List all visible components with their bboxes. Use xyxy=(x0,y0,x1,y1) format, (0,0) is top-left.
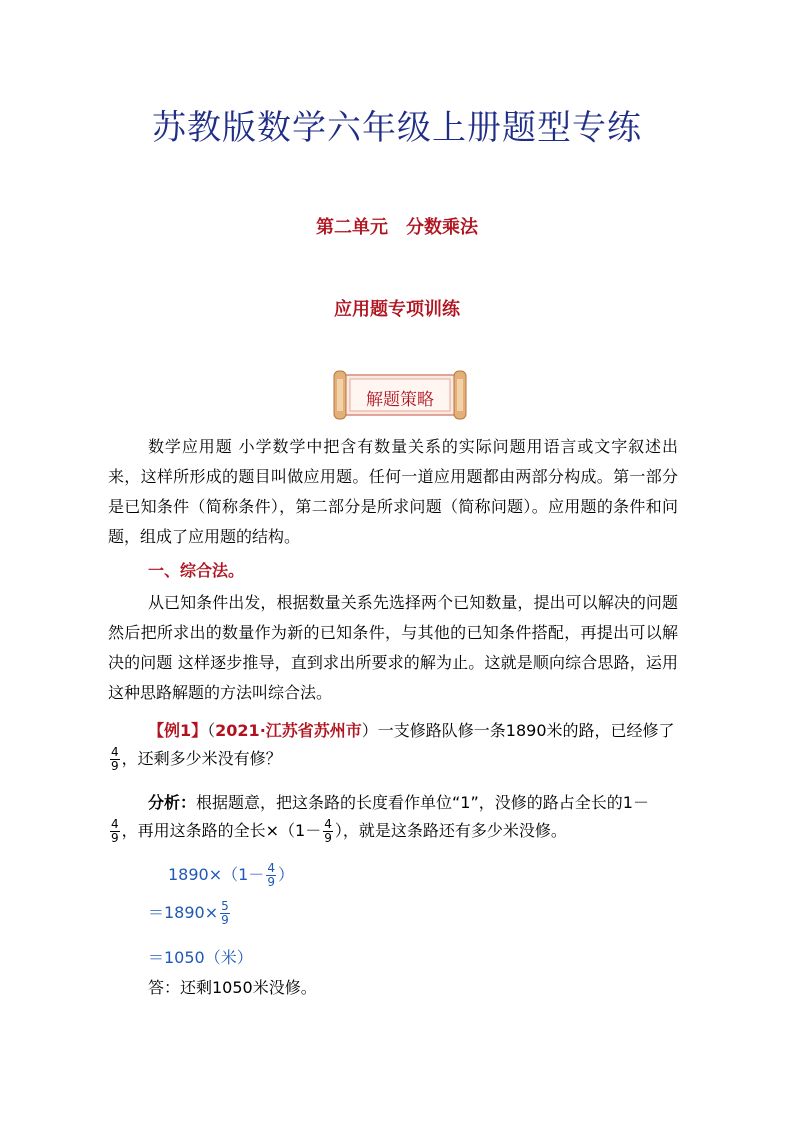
example-question-line: 【例1】（2021·江苏省苏州市）一支修路队修一条1890米的路，已经修了 xyxy=(148,721,675,740)
solution-step-2: ＝1890× $\frac{5}{9}$ xyxy=(148,899,229,927)
fraction: $\frac{4}{9}$ xyxy=(267,861,275,889)
analysis-line2: $\frac{4}{9}$ ，再用这条路的全长×（1－ $\frac{4}{9}$ ），就是这条路还有多少米没修。 xyxy=(111,817,567,845)
method-heading: 一、综合法。 xyxy=(148,561,245,580)
example-question-line2: $\frac{4}{9}$ ，还剩多少米没有修？ xyxy=(111,745,282,773)
fraction: $\frac{4}{9}$ xyxy=(111,745,119,773)
document-title: 苏教版数学六年级上册题型专练 xyxy=(152,108,642,148)
intro-paragraph: 数学应用题 小学数学中把含有数量关系的实际问题用语言或文字叙述出来，这样所形成的题目叫做应用题。任何一道应用题都由两部分构成。第一部分是已知条件（简称条件），第二部分是所求问题（简称问题）。应用题的条件和问题，组成了应用题的结构。 xyxy=(108,437,678,546)
example-question-text: 一支修路队修一条1890米的路，已经修了 xyxy=(377,721,675,740)
method-paragraph: 从已知条件出发，根据数量关系先选择两个已知数量，提出可以解决的问题然后把所求出的数量作为新的已知条件，与其他的已知条件搭配，再提出可以解决的问题 这样逐步推导，直到求出所要求的解为止。这就是顺向综合思路，运用这种思路解题的方法叫综合法。 xyxy=(108,593,678,702)
solution-step-3: ＝1050（米） xyxy=(148,948,253,967)
badge-label: 解题策略 xyxy=(366,390,434,410)
unit-title: 第二单元 分数乘法 xyxy=(316,217,478,238)
fraction: $\frac{4}{9}$ xyxy=(324,817,332,845)
analysis-line: 分析：根据题意，把这条路的长度看作单位“1”，没修的路占全长的1－ xyxy=(148,793,649,812)
solution-step-1: 1890×（1－ $\frac{4}{9}$ ） xyxy=(168,861,294,889)
analysis-label: 分析： xyxy=(148,793,197,812)
fraction: $\frac{4}{9}$ xyxy=(111,817,119,845)
example-tag: 【例1】 xyxy=(148,721,208,740)
section-title: 应用题专项训练 xyxy=(334,299,460,320)
fraction: $\frac{5}{9}$ xyxy=(221,899,229,927)
answer-line: 答：还剩1050米没修。 xyxy=(148,978,317,997)
strategy-badge xyxy=(330,367,470,423)
example-source: 2021·江苏省苏州市 xyxy=(215,721,362,740)
